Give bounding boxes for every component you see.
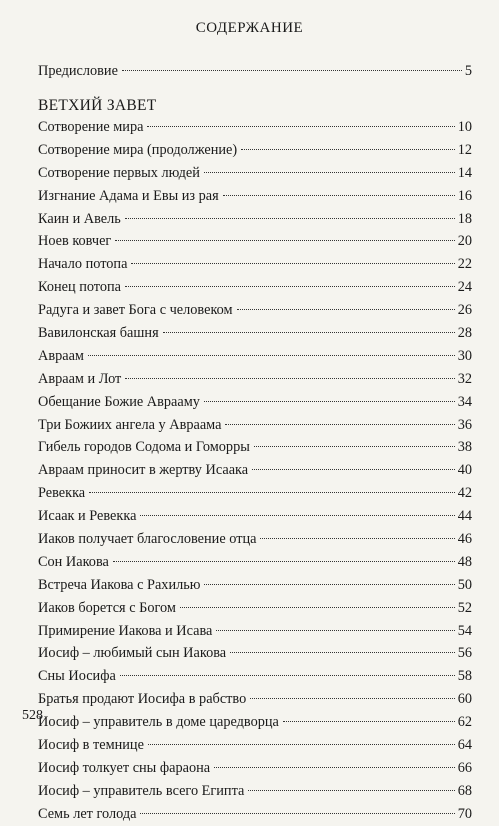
toc-entry-title: Исаак и Ревекка <box>38 508 137 525</box>
dot-leader <box>252 469 455 470</box>
toc-entry-title: Сны Иосифа <box>38 668 116 685</box>
toc-entry[interactable] <box>38 368 472 391</box>
dot-leader <box>125 286 455 287</box>
toc-entry[interactable] <box>38 230 472 253</box>
toc-entry-title: Гибель городов Содома и Гоморры <box>38 439 250 456</box>
dot-leader <box>283 721 455 722</box>
toc-entry-title: Каин и Авель <box>38 210 121 227</box>
toc-entry-title: Иаков борется с Богом <box>38 599 176 616</box>
toc-entry-page: 48 <box>457 553 472 570</box>
dot-leader <box>237 309 455 310</box>
toc-entry[interactable] <box>38 757 472 780</box>
toc-entry[interactable] <box>38 459 472 482</box>
toc-entry-title: Иосиф – управитель всего Египта <box>38 782 245 799</box>
toc-entry[interactable] <box>38 780 472 803</box>
toc-entry[interactable] <box>38 665 472 688</box>
toc-entry-page: 58 <box>457 668 472 685</box>
toc-entry-page: 38 <box>457 439 472 456</box>
toc-entry[interactable] <box>38 208 472 231</box>
dot-leader <box>204 401 455 402</box>
toc-entry-page: 30 <box>457 347 472 364</box>
toc-entry-title: Сон Иакова <box>38 553 109 570</box>
toc-entry-title: Иосиф – управитель в доме царедворца <box>38 714 279 731</box>
toc-entry-page: 64 <box>457 737 472 754</box>
toc-entry-page: 56 <box>457 645 472 662</box>
toc-entry-title: Примирение Иакова и Исава <box>38 622 213 639</box>
toc-entry[interactable] <box>38 574 472 597</box>
dot-leader <box>230 652 455 653</box>
section-title: ВЕТХИЙ ЗАВЕТ <box>38 97 157 114</box>
toc-entry-page: 24 <box>457 279 472 296</box>
toc-entry-title: Конец потопа <box>38 279 122 296</box>
dot-leader <box>125 378 454 379</box>
toc-entry[interactable] <box>38 803 472 826</box>
dot-leader <box>148 744 455 745</box>
dot-leader <box>214 767 455 768</box>
toc-entry[interactable] <box>38 299 472 322</box>
toc-entry-page: 12 <box>457 141 472 158</box>
toc-entry-page: 50 <box>457 576 472 593</box>
toc-entry[interactable] <box>38 620 472 643</box>
toc-entry[interactable] <box>38 642 472 665</box>
toc-entry[interactable] <box>38 597 472 620</box>
toc-entry-page: 22 <box>457 256 472 273</box>
toc-entry[interactable] <box>38 185 472 208</box>
dot-leader <box>147 126 454 127</box>
dot-leader <box>125 218 455 219</box>
toc-entry-title: Иосиф – любимый сын Иакова <box>38 645 227 662</box>
toc-entry-page: 5 <box>464 63 472 79</box>
toc-entry-title: Изгнание Адама и Евы из рая <box>38 187 219 204</box>
toc-entry[interactable] <box>38 322 472 345</box>
toc-entry[interactable] <box>38 711 472 734</box>
dot-leader <box>120 675 455 676</box>
dot-leader <box>250 698 454 699</box>
toc-entry[interactable] <box>38 391 472 414</box>
dot-leader <box>88 355 455 356</box>
toc-entry-page: 26 <box>457 302 472 319</box>
dot-leader <box>225 424 454 425</box>
dot-leader <box>223 195 455 196</box>
toc-entry-page: 66 <box>457 759 472 776</box>
toc-entry-page: 68 <box>457 782 472 799</box>
toc-entry-title: Радуга и завет Бога с человеком <box>38 302 233 319</box>
toc-entry-title: Иаков получает благословение отца <box>38 531 257 548</box>
toc-entry[interactable] <box>38 436 472 459</box>
toc-entry-title: Обещание Божие Аврааму <box>38 393 200 410</box>
dot-leader <box>140 813 454 814</box>
toc-entry-title: Иосиф в темнице <box>38 737 144 754</box>
toc-entry-page: 52 <box>457 599 472 616</box>
toc-entry-page: 42 <box>457 485 472 502</box>
toc-entry-title: Встреча Иакова с Рахилью <box>38 576 201 593</box>
toc-entry-page: 46 <box>457 531 472 548</box>
toc-entry-page: 40 <box>457 462 472 479</box>
toc-entry-page: 18 <box>457 210 472 227</box>
toc-entry-title: Три Божиих ангела у Авраама <box>38 416 222 433</box>
toc-entry[interactable] <box>38 734 472 757</box>
toc-entry[interactable] <box>38 688 472 711</box>
toc-entry-title: Предисловие <box>38 63 118 79</box>
dot-leader <box>113 561 455 562</box>
toc-entry-title: Сотворение мира (продолжение) <box>38 141 238 158</box>
toc-entry-title: Ревекка <box>38 485 86 502</box>
toc-entry-title: Авраам и Лот <box>38 370 122 387</box>
dot-leader <box>180 607 455 608</box>
toc-entry-title: Начало потопа <box>38 256 128 273</box>
dot-leader <box>204 584 454 585</box>
toc-entry-title: Сотворение мира <box>38 119 144 135</box>
page-number: 528 <box>22 708 43 723</box>
toc-entry[interactable] <box>38 116 472 139</box>
toc-entry-page: 36 <box>457 416 472 433</box>
toc-entry-title: Братья продают Иосифа в рабство <box>38 691 247 708</box>
toc-entry-title: Ноев ковчег <box>38 233 112 250</box>
toc-entry-title: Сотворение первых людей <box>38 164 200 181</box>
toc-entry-page: 28 <box>457 325 472 342</box>
toc-entry-title: Авраам <box>38 347 84 364</box>
toc-entry[interactable] <box>38 162 472 185</box>
dot-leader <box>89 492 455 493</box>
toc-entry-preface[interactable] <box>38 60 472 83</box>
dot-leader <box>115 240 454 241</box>
toc-entry[interactable] <box>38 345 472 368</box>
toc-entry-page: 34 <box>457 393 472 410</box>
toc-entry[interactable] <box>38 276 472 299</box>
toc-entry[interactable] <box>38 528 472 551</box>
toc-entry-title: Вавилонская башня <box>38 325 159 342</box>
toc-entry-title: Семь лет голода <box>38 805 137 822</box>
toc-entry-page: 20 <box>457 233 472 250</box>
dot-leader <box>122 70 462 71</box>
toc-entry[interactable] <box>38 482 472 505</box>
dot-leader <box>216 630 454 631</box>
toc-entry-page: 32 <box>457 370 472 387</box>
toc-entry-page: 44 <box>457 508 472 525</box>
toc-entry-page: 16 <box>457 187 472 204</box>
dot-leader <box>241 149 455 150</box>
dot-leader <box>140 515 454 516</box>
toc-entry[interactable] <box>38 551 472 574</box>
toc-entry-page: 60 <box>457 691 472 708</box>
toc-entry[interactable] <box>38 253 472 276</box>
toc-entry-title: Авраам приносит в жертву Исаака <box>38 462 249 479</box>
dot-leader <box>204 172 455 173</box>
dot-leader <box>248 790 454 791</box>
toc-entry[interactable] <box>38 505 472 528</box>
dot-leader <box>254 446 455 447</box>
toc-entry-page: 62 <box>457 714 472 731</box>
dot-leader <box>260 538 454 539</box>
toc-list <box>38 116 472 826</box>
toc-entry-page: 14 <box>457 164 472 181</box>
toc-entry[interactable] <box>38 414 472 437</box>
toc-entry-page: 70 <box>457 805 472 822</box>
toc-entry-title: Иосиф толкует сны фараона <box>38 759 211 776</box>
dot-leader <box>131 263 454 264</box>
toc-entry-page: 10 <box>457 119 472 135</box>
toc-entry-page: 54 <box>457 622 472 639</box>
page-title: СОДЕРЖАНИЕ <box>195 20 304 36</box>
dot-leader <box>163 332 455 333</box>
toc-entry[interactable] <box>38 139 472 162</box>
